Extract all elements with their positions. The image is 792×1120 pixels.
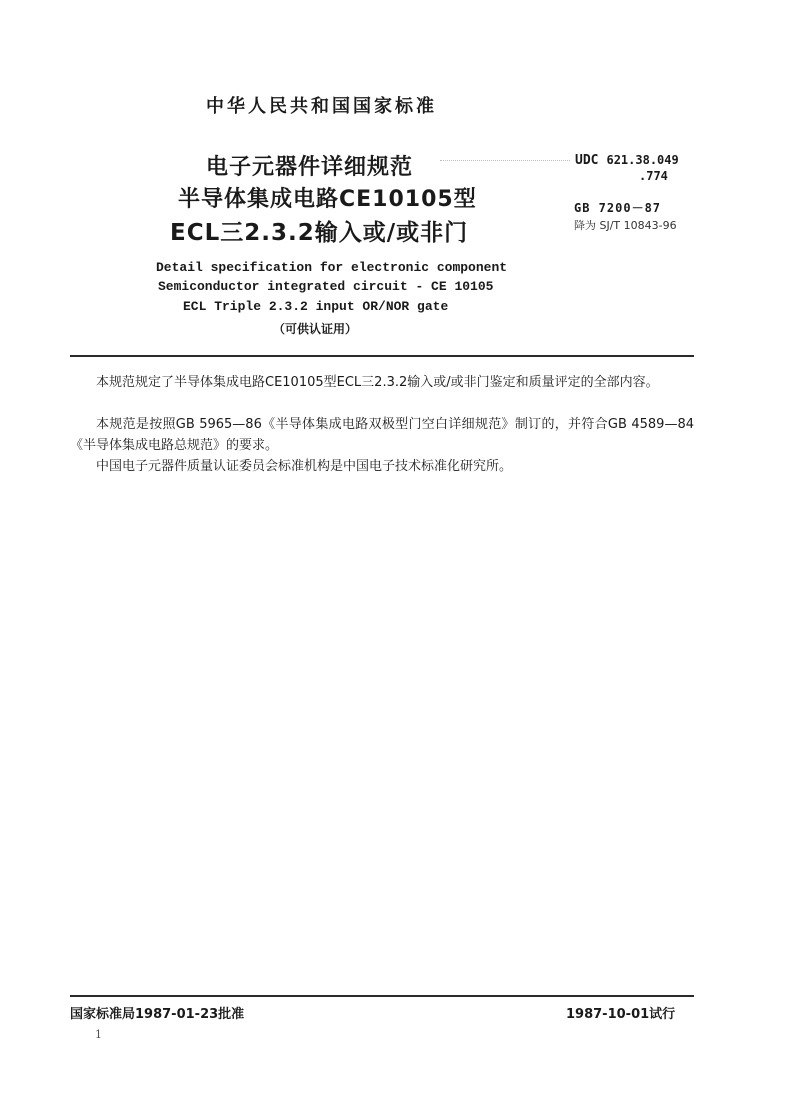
title-zh-line-3: ECL三2.3.2输入或/或非门 bbox=[170, 220, 469, 246]
title-en-line-2: Semiconductor integrated circuit - CE 10105 bbox=[158, 279, 494, 294]
national-standard-header: 中华人民共和国国家标准 bbox=[206, 96, 437, 117]
title-zh-line-2: 半导体集成电路CE10105型 bbox=[178, 187, 477, 212]
body-paragraph-authority: 中国电子元器件质量认证委员会标准机构是中国电子技术标准化研究所。 bbox=[96, 459, 513, 474]
certification-note: （可供认证用） bbox=[273, 322, 358, 336]
header-divider bbox=[70, 355, 694, 357]
approval-date: 国家标准局1987-01-23批准 bbox=[70, 1007, 245, 1022]
body-paragraph-scope: 本规范规定了半导体集成电路CE10105型ECL三2.3.2输入或/或非门鉴定和质量评定的全部内容。 bbox=[96, 375, 659, 390]
body-paragraph-basis: 本规范是按照GB 5965—86《半导体集成电路双极型门空白详细规范》制订的，并符合GB 4589—84《半导体集成电路总规范》的要求。 bbox=[70, 417, 694, 453]
udc-label: UDC bbox=[575, 153, 599, 168]
gb-standard-number: GB 7200－87 bbox=[574, 201, 662, 215]
page-number: 1 bbox=[95, 1028, 102, 1041]
udc-subcode: .774 bbox=[639, 169, 668, 183]
footer-divider bbox=[70, 995, 694, 997]
effective-date: 1987-10-01试行 bbox=[566, 1007, 676, 1022]
udc-classification bbox=[575, 153, 679, 168]
replaced-by-note: 降为 SJ/T 10843-96 bbox=[574, 219, 677, 232]
title-en-line-1: Detail specification for electronic component bbox=[156, 260, 508, 275]
title-zh-line-1: 电子元器件详细规范 bbox=[206, 155, 414, 180]
dotted-leader bbox=[440, 160, 570, 161]
udc-value: 621.38.049 bbox=[606, 153, 679, 167]
title-en-line-3: ECL Triple 2.3.2 input OR/NOR gate bbox=[183, 299, 449, 314]
